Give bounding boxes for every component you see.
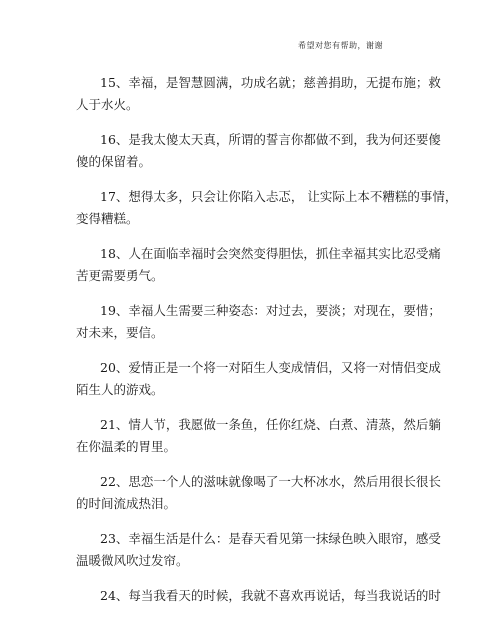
quote-entry bbox=[76, 414, 441, 458]
quote-line: 23、幸福生活是什么：是春天看见第一抹绿色映入眼帘，感受 bbox=[100, 531, 441, 546]
quote-entry bbox=[76, 186, 458, 230]
page-header: 希望对您有帮助，谢谢 bbox=[298, 41, 383, 50]
quote-line: 陌生人的游戏。 bbox=[76, 382, 164, 397]
quote-line: 20、爱情正是一个将一对陌生人变成情侣，又将一对情侣变成 bbox=[100, 360, 441, 375]
quote-entry bbox=[76, 243, 441, 287]
quote-line: 苦更需要勇气。 bbox=[76, 268, 164, 283]
quote-entry bbox=[76, 528, 441, 572]
quote-line: 16、是我太傻太天真，所谓的誓言你都做不到，我为何还要傻 bbox=[100, 132, 441, 147]
quote-line: 17、想得太多，只会让你陷入忐忑， 让实际上本不糟糕的事情， bbox=[100, 189, 458, 204]
quote-line: 18、人在面临幸福时会突然变得胆怯，抓住幸福其实比忍受痛 bbox=[100, 246, 441, 261]
quote-line: 在你温柔的胃里。 bbox=[76, 439, 177, 454]
quote-entry bbox=[76, 585, 441, 607]
quote-line: 22、思恋一个人的滋味就像喝了一大杯冰水，然后用很长很长 bbox=[100, 474, 441, 489]
quote-line: 19、幸福人生需要三种姿态：对过去，要淡；对现在，要惜； bbox=[100, 303, 441, 318]
quote-line: 21、情人节，我愿做一条鱼，任你红烧、白煮、清蒸，然后躺 bbox=[100, 417, 441, 432]
quote-line: 变得糟糕。 bbox=[76, 211, 139, 226]
quote-line: 温暖微风吹过发帘。 bbox=[76, 553, 189, 568]
quote-line: 对未来，要信。 bbox=[76, 325, 164, 340]
quote-entry bbox=[76, 357, 441, 401]
quote-list bbox=[76, 72, 458, 620]
quote-entry bbox=[76, 72, 441, 116]
quote-line: 人于水火。 bbox=[76, 97, 139, 112]
quote-entry bbox=[76, 129, 441, 173]
quote-line: 的时间流成热泪。 bbox=[76, 496, 177, 511]
quote-entry bbox=[76, 471, 441, 515]
quote-line: 15、幸福，是智慧圆满，功成名就；慈善捐助，无提布施；救 bbox=[100, 75, 441, 90]
quote-line: 傻的保留着。 bbox=[76, 154, 152, 169]
quote-entry bbox=[76, 300, 441, 344]
quote-line: 24、每当我看天的时候，我就不喜欢再说话，每当我说话的时 bbox=[100, 588, 441, 603]
